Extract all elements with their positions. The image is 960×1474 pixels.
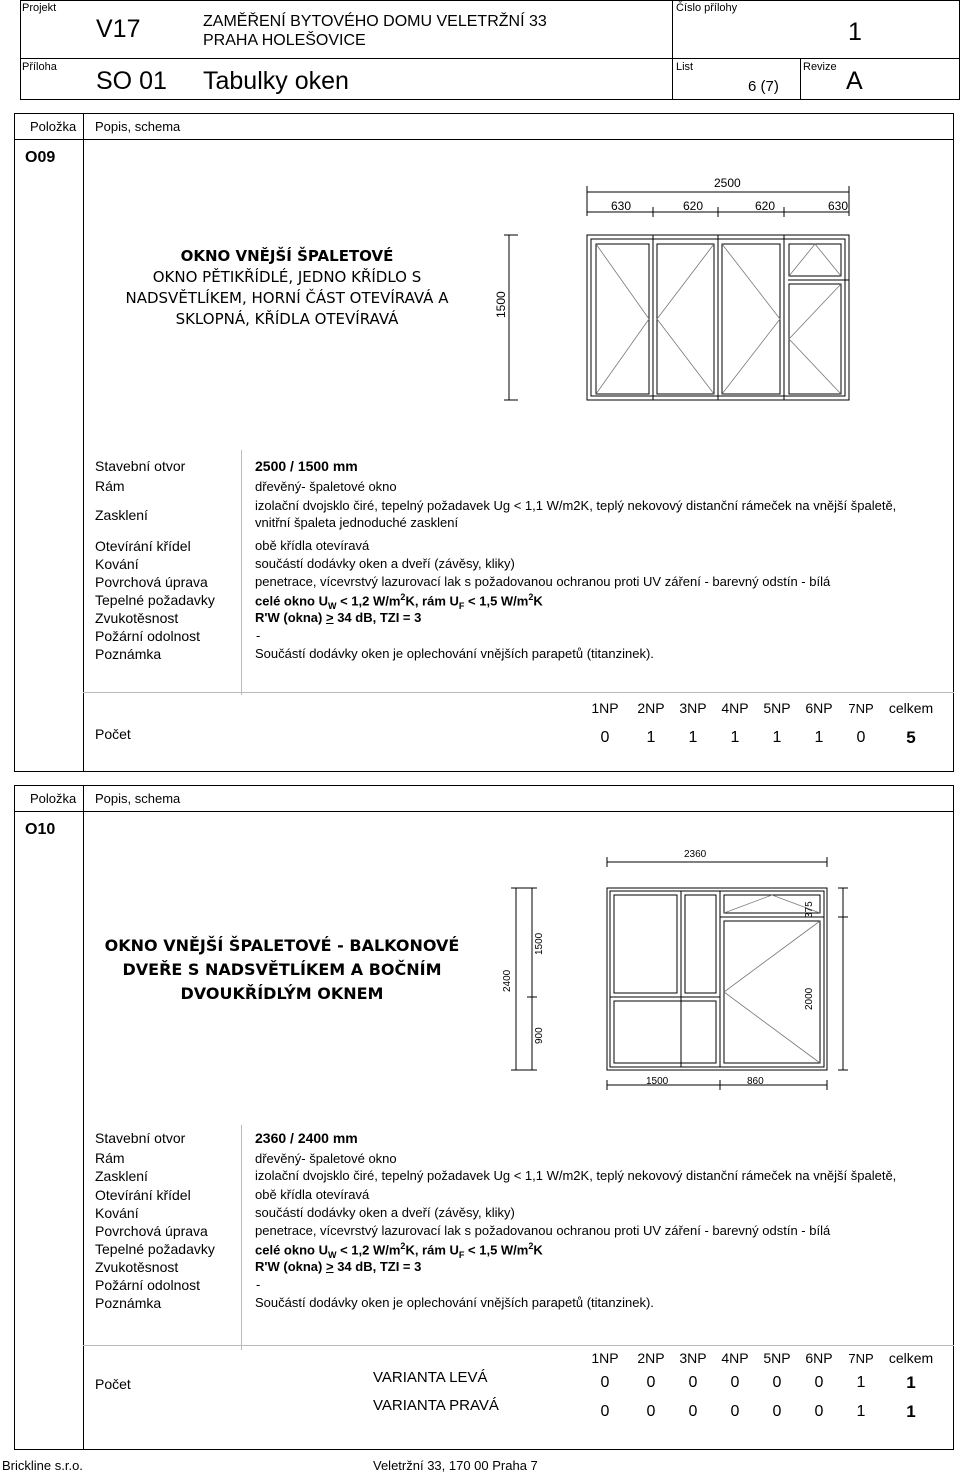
column-popis: Popis, schema: [95, 119, 181, 134]
list-value: 6 (7): [748, 78, 779, 95]
prop-value: -: [256, 628, 261, 643]
prop-value: 2500 / 1500 mm: [255, 458, 358, 474]
prop-value: dřevěný- špaletové okno: [255, 479, 397, 494]
floor-header: 6NP: [805, 1350, 833, 1366]
door-drawing: [490, 845, 860, 1095]
floor-header: celkem: [888, 1350, 934, 1366]
prop-value: obě křídla otevíravá: [255, 1187, 370, 1202]
prop-value-cont: vnitřní špaleta jednoduché zasklení: [255, 515, 459, 530]
title-line: NADSVĚTLÍKEM, HORNÍ ČÁST OTEVÍRAVÁ A: [125, 289, 449, 307]
prop-value: -: [256, 1277, 261, 1292]
dim-segment: 630: [611, 199, 632, 213]
prop-label: Tepelné požadavky: [95, 1241, 215, 1257]
count-cell: 0: [688, 1374, 698, 1391]
count-cell: 0: [646, 1403, 656, 1420]
floor-header: 2NP: [637, 1350, 665, 1366]
prop-value: 2360 / 2400 mm: [255, 1130, 358, 1146]
item-title: [92, 934, 472, 1006]
title-line: OKNO VNĚJŠÍ ŠPALETOVÉ: [180, 247, 394, 265]
item-title: [102, 246, 472, 330]
floor-header: 1NP: [591, 700, 619, 716]
count-cell: 1: [856, 1374, 866, 1391]
count-label: Počet: [95, 1376, 131, 1392]
prop-label: Otevírání křídel: [95, 1187, 191, 1203]
column-popis: Popis, schema: [95, 791, 181, 806]
projekt-code: V17: [96, 15, 141, 43]
count-total: 1: [906, 1402, 916, 1421]
count-cell: 0: [772, 1403, 782, 1420]
count-cell: 0: [688, 1403, 698, 1420]
revize-label: Revize: [803, 61, 837, 73]
prop-value: obě křídla otevíravá: [255, 538, 370, 553]
count-table: [580, 698, 940, 758]
title-line: OKNO VNĚJŠÍ ŠPALETOVÉ - BALKONOVÉ: [104, 936, 460, 955]
prop-label: Tepelné požadavky: [95, 592, 215, 608]
floor-header: 4NP: [721, 1350, 749, 1366]
variant-name: VARIANTA LEVÁ: [373, 1369, 488, 1386]
title-line: SKLOPNÁ, KŘÍDLA OTEVÍRAVÁ: [175, 310, 399, 328]
count-cell: 1: [730, 729, 740, 746]
dim-segment: 620: [755, 199, 776, 213]
title-line: DVEŘE S NADSVĚTLÍKEM A BOČNÍM: [122, 960, 442, 979]
prop-value: penetrace, vícevrstvý lazurovací lak s požadovanou ochranou proti UV záření - barevný odstín - bílá: [255, 1223, 831, 1238]
project-name-1: ZAMĚŘENÍ BYTOVÉHO DOMU VELETRŽNÍ 33: [203, 13, 547, 30]
count-table: [580, 1348, 940, 1426]
dim-height-window: 1500: [534, 932, 545, 955]
priloha-name: Tabulky oken: [203, 67, 349, 95]
count-cell: 0: [600, 729, 610, 746]
floor-header: 5NP: [763, 1350, 791, 1366]
dim-width-1: 1500: [646, 1076, 669, 1087]
dim-height: 1500: [494, 291, 508, 318]
floor-header: 2NP: [637, 700, 665, 716]
prop-label: Poznámka: [95, 646, 162, 662]
prop-value: celé okno $U_W < 1,2$ $W/m^2K$, rám $U_F < 1,5$ $W/m^2K$: [255, 1241, 543, 1260]
dim-height-total: 2400: [502, 969, 513, 992]
prop-value: Součástí dodávky oken je oplechování vnějších parapetů (titanzinek).: [255, 1295, 654, 1310]
count-cell: 0: [772, 1374, 782, 1391]
prop-value: R'W (okna) > 34 dB, TZI = 3: [255, 610, 422, 625]
footer-address: Veletržní 33, 170 00 Praha 7: [373, 1458, 538, 1473]
footer-company: Brickline s.r.o.: [2, 1458, 83, 1473]
prop-label: Rám: [95, 1150, 125, 1166]
title-line: OKNO PĚTIKŘÍDLÉ, JEDNO KŘÍDLO S: [152, 268, 422, 286]
project-name-2: PRAHA HOLEŠOVICE: [203, 32, 366, 49]
prop-label: Zasklení: [95, 507, 148, 523]
prop-label: Otevírání křídel: [95, 538, 191, 554]
prop-value: izolační dvojsklo čiré, tepelný požadavek Ug < 1,1 W/m2K, teplý nekovový distanční rámeček na vnější špaletě,: [255, 498, 897, 513]
count-total: 1: [906, 1373, 916, 1392]
prop-label: Povrchová úprava: [95, 574, 208, 590]
count-label: Počet: [95, 726, 131, 742]
floor-header: 7NP: [848, 1350, 874, 1366]
priloha-code: SO 01: [96, 67, 167, 95]
count-cell: 0: [600, 1374, 610, 1391]
floor-header: 3NP: [679, 700, 707, 716]
floor-header: 4NP: [721, 700, 749, 716]
dim-height-parapet: 900: [534, 1027, 545, 1044]
prop-value: dřevěný- špaletové okno: [255, 1151, 397, 1166]
count-cell: 0: [646, 1374, 656, 1391]
count-cell: 0: [814, 1403, 824, 1420]
item-id: O10: [25, 821, 56, 838]
column-polozka: Položka: [30, 119, 77, 134]
prop-label: Kování: [95, 556, 139, 572]
prop-label: Povrchová úprava: [95, 1223, 208, 1239]
prop-value: součástí dodávky oken a dveří (závěsy, kliky): [255, 556, 515, 571]
prop-value: součástí dodávky oken a dveří (závěsy, kliky): [255, 1205, 515, 1220]
dim-total-width: 2500: [714, 176, 741, 190]
prop-label: Kování: [95, 1205, 139, 1221]
column-polozka: Položka: [30, 791, 77, 806]
item-id: O09: [25, 149, 56, 166]
dim-width-2: 860: [747, 1076, 764, 1087]
prop-value: izolační dvojsklo čiré, tepelný požadavek Ug < 1,1 W/m2K, teplý nekovový distanční rámeček na vnější špaletě,: [255, 1168, 897, 1183]
list-label: List: [676, 61, 694, 73]
count-cell: 1: [688, 729, 698, 746]
count-cell: 0: [730, 1403, 740, 1420]
floor-header: 1NP: [591, 1350, 619, 1366]
prop-label: Rám: [95, 478, 125, 494]
count-cell: 0: [600, 1403, 610, 1420]
count-cell: 0: [856, 729, 866, 746]
revize-value: A: [846, 67, 863, 95]
count-cell: 0: [814, 1374, 824, 1391]
prop-value: penetrace, vícevrstvý lazurovací lak s požadovanou ochranou proti UV záření - barevný odstín - bílá: [255, 574, 831, 589]
prop-label: Poznámka: [95, 1295, 162, 1311]
prop-label: Požární odolnost: [95, 628, 201, 644]
count-cell: 0: [730, 1374, 740, 1391]
count-cell: 1: [814, 729, 824, 746]
dim-height-door: 2000: [804, 987, 815, 1010]
projekt-label: Projekt: [22, 2, 57, 14]
prop-value: Součástí dodávky oken je oplechování vnějších parapetů (titanzinek).: [255, 646, 654, 661]
prop-label: Požární odolnost: [95, 1277, 201, 1293]
dim-segment: 620: [683, 199, 704, 213]
count-cell: 1: [646, 729, 656, 746]
cislo-prilohy-label: Číslo přílohy: [676, 2, 738, 14]
dim-total-width: 2360: [684, 849, 707, 860]
prop-value: celé okno $U_W < 1,2$ $W/m^2K$, rám $U_F < 1,5$ $W/m^2K$: [255, 592, 543, 611]
prop-label: Stavební otvor: [95, 1130, 186, 1146]
count-cell: 1: [856, 1403, 866, 1420]
count-cell: 1: [772, 729, 782, 746]
floor-header: 6NP: [805, 700, 833, 716]
cislo-prilohy-value: 1: [848, 18, 862, 46]
floor-header: 5NP: [763, 700, 791, 716]
floor-header: 7NP: [848, 700, 874, 716]
dim-height-transom: 375: [804, 901, 815, 918]
floor-header: 3NP: [679, 1350, 707, 1366]
title-line: DVOUKŘÍDLÝM OKNEM: [180, 984, 384, 1003]
prop-value: R'W (okna) > 34 dB, TZI = 3: [255, 1259, 422, 1274]
prop-label: Zvukotěsnost: [95, 610, 179, 626]
prop-label: Zasklení: [95, 1168, 148, 1184]
dim-segment: 630: [828, 199, 849, 213]
prop-label: Stavební otvor: [95, 458, 186, 474]
count-total: 5: [906, 728, 916, 747]
priloha-label: Příloha: [22, 61, 57, 73]
floor-header: celkem: [888, 700, 934, 716]
prop-label: Zvukotěsnost: [95, 1259, 179, 1275]
variant-name: VARIANTA PRAVÁ: [373, 1397, 499, 1414]
